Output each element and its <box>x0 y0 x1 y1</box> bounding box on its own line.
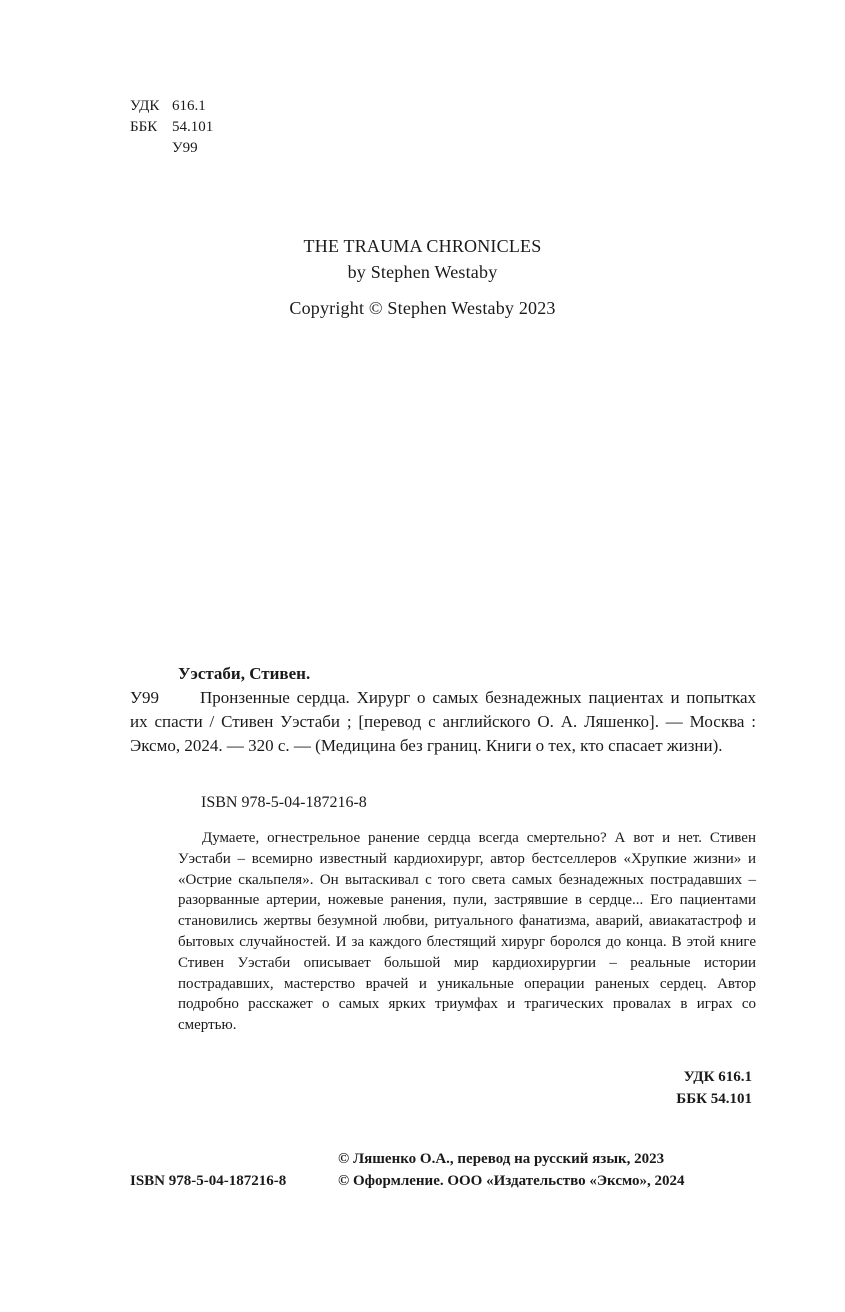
udk-line <box>130 96 213 117</box>
classification-block-top <box>130 96 213 159</box>
copyright-block <box>338 1148 685 1192</box>
annotation-text: Думаете, огнестрельное ранение сердца всегда смертельно? А вот и нет. Стивен Уэстаби – всемирно известный кардиохирург, автор бестселлеров «Хрупкие жизни» и «Острие скальпеля». Он вытаскивал с того света самых безнадежных пострадавших – разорванные артерии, ножевые ранения, пули, застрявшие в сердце... Его пациентами становились жертвы безумной любви, ритуального фанатизма, аварий, авиакатастроф и бытовых случайностей. И за каждого блестящий хирург боролся до конца. В этой книге Стивен Уэстаби описывает большой мир кардиохирургии – реальные истории пострадавших, мастерство врачей и уникальные операции раненых сердец. Автор подробно расскажет о самых ярких триумфах и трагических провалах в играх со смертью. <box>178 830 756 1034</box>
classification-block-bottom <box>560 1066 752 1110</box>
udk-label: УДК <box>130 98 160 114</box>
bbk-label: ББК <box>130 119 158 135</box>
original-copyright: Copyright © Stephen Westaby 2023 <box>289 298 556 318</box>
annotation <box>178 828 756 1036</box>
author-heading: Уэстаби, Стивен. <box>178 664 311 683</box>
udk-bottom: УДК 616.1 <box>683 1069 752 1085</box>
bbk-line <box>130 117 213 138</box>
original-title: THE TRAUMA CHRONICLES <box>303 236 542 256</box>
record-sign: У99 <box>130 688 160 707</box>
author-sign: У99 <box>172 140 198 156</box>
original-byline: by Stephen Westaby <box>347 262 498 282</box>
bbk-bottom: ББК 54.101 <box>676 1091 752 1107</box>
udk-value: 616.1 <box>172 98 206 114</box>
record-isbn: ISBN 978-5-04-187216-8 <box>201 794 367 811</box>
translation-copyright: © Ляшенко О.А., перевод на русский язык, 2023 <box>338 1151 665 1167</box>
bbk-value: 54.101 <box>172 119 214 135</box>
footer-isbn: ISBN 978-5-04-187216-8 <box>130 1173 287 1189</box>
record-description: Пронзенные сердца. Хирург о самых безнадежных пациентах и попытках их спасти / Стивен Уэстаби ; [перевод с английского О. А. Ляшенко]. — Москва : Эксмо, 2024. — 320 с. — (Медицина без границ. Книги о тех, кто спасает жизни). <box>130 688 756 755</box>
design-copyright: © Оформление. ООО «Издательство «Эксмо», 2024 <box>338 1173 685 1189</box>
bibliographic-record <box>130 686 756 758</box>
